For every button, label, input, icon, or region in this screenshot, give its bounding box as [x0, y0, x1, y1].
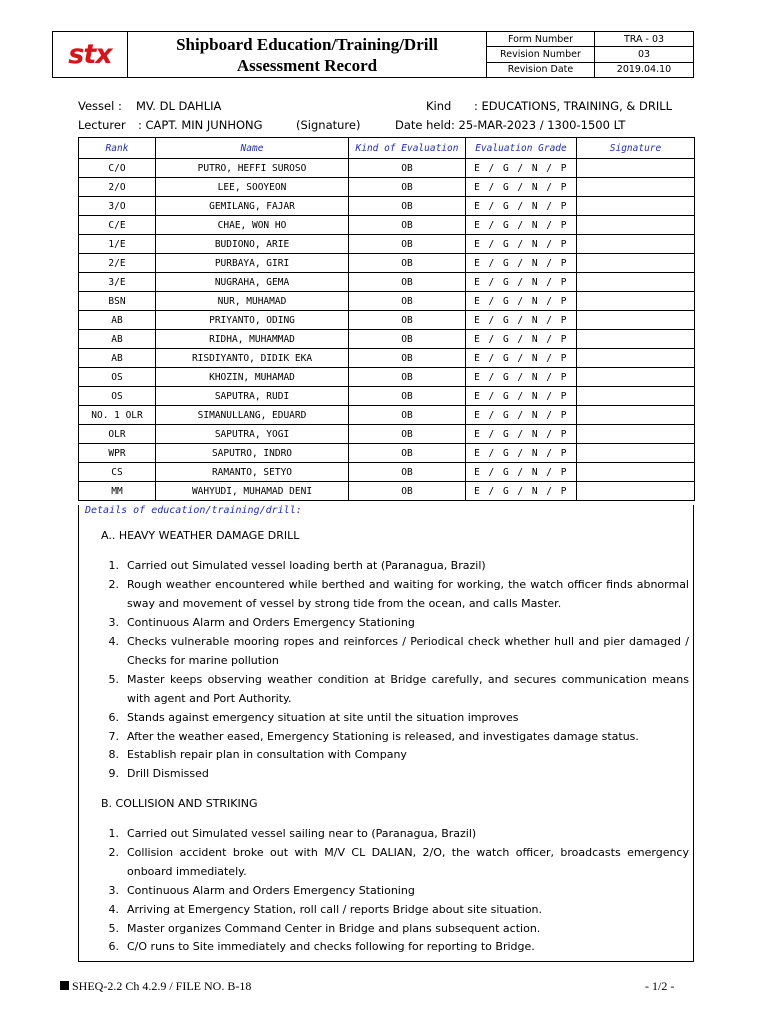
- grade-cell: E / G / N / P: [466, 368, 577, 387]
- footer-reference-text: SHEQ-2.2 Ch 4.2.9 / FILE NO. B-18: [72, 979, 252, 993]
- name-header: Name: [156, 138, 349, 159]
- grade-cell: E / G / N / P: [466, 444, 577, 463]
- form-number-label: Form Number: [487, 32, 595, 46]
- evaluation-kind-cell: OB: [349, 482, 466, 501]
- table-row: [79, 406, 695, 425]
- grade-cell: E / G / N / P: [466, 197, 577, 216]
- date-held-label: Date held: [395, 118, 452, 132]
- name-cell: GEMILANG, FAJAR: [156, 197, 349, 216]
- grade-cell: E / G / N / P: [466, 159, 577, 178]
- step-a-2: 2. Rough weather encountered while berthed and waiting for working, the watch officer finds abnormal sway and movement of vessel by strong tide from the ocean, and calls Master.: [108, 578, 689, 610]
- name-cell: BUDIONO, ARIE: [156, 235, 349, 254]
- evaluation-kind-cell: OB: [349, 425, 466, 444]
- name-cell: RAMANTO, SETYO: [156, 463, 349, 482]
- evaluation-kind-cell: OB: [349, 273, 466, 292]
- signature-cell[interactable]: [577, 197, 695, 216]
- name-cell: RISDIYANTO, DIDIK EKA: [156, 349, 349, 368]
- name-cell: CHAE, WON HO: [156, 216, 349, 235]
- kind-value: : EDUCATIONS, TRAINING, & DRILL: [474, 99, 673, 113]
- grade-cell: E / G / N / P: [466, 349, 577, 368]
- grade-cell: E / G / N / P: [466, 482, 577, 501]
- table-row: [79, 292, 695, 311]
- section-a-heading: A.. HEAVY WEATHER DAMAGE DRILL: [101, 529, 300, 542]
- evaluation-kind-cell: OB: [349, 349, 466, 368]
- signature-cell[interactable]: [577, 463, 695, 482]
- form-number-value: TRA - 03: [623, 33, 665, 45]
- revision-date-value: 2019.04.10: [616, 64, 672, 76]
- form-meta-table: [487, 32, 693, 77]
- evaluation-kind-cell: OB: [349, 292, 466, 311]
- table-row: [79, 387, 695, 406]
- name-cell: LEE, SOOYEON: [156, 178, 349, 197]
- name-cell: PURBAYA, GIRI: [156, 254, 349, 273]
- grade-cell: E / G / N / P: [466, 330, 577, 349]
- step-b-5: 5. Master organizes Command Center in Bridge and plans subsequent action.: [108, 922, 541, 935]
- name-cell: SIMANULLANG, EDUARD: [156, 406, 349, 425]
- evaluation-grade-header: Evaluation Grade: [466, 138, 577, 159]
- evaluation-kind-cell: OB: [349, 159, 466, 178]
- evaluation-kind-cell: OB: [349, 368, 466, 387]
- table-row: [79, 159, 695, 178]
- step-b-3: 3. Continuous Alarm and Orders Emergency Stationing: [108, 884, 415, 897]
- date-held-value: : 25-MAR-2023 / 1300-1500 LT: [451, 118, 626, 132]
- rank-cell: OS: [79, 368, 156, 387]
- attendance-table: [78, 137, 695, 501]
- table-row: [79, 444, 695, 463]
- rank-cell: 1/E: [79, 235, 156, 254]
- grade-cell: E / G / N / P: [466, 406, 577, 425]
- document-title-line-2: Assessment Record: [236, 55, 378, 75]
- grade-cell: E / G / N / P: [466, 292, 577, 311]
- rank-cell: OLR: [79, 425, 156, 444]
- step-b-2: 2. Collision accident broke out with M/V CL DALIAN, 2/O, the watch officer, broadcasts emergency onboard immediately.: [108, 846, 689, 878]
- lecturer-label: Lecturer: [78, 118, 126, 132]
- evaluation-kind-cell: OB: [349, 254, 466, 273]
- name-cell: SAPUTRA, RUDI: [156, 387, 349, 406]
- evaluation-kind-cell: OB: [349, 235, 466, 254]
- evaluation-kind-cell: OB: [349, 197, 466, 216]
- signature-cell[interactable]: [577, 254, 695, 273]
- step-b-6: 6. C/O runs to Site immediately and checks following for reporting to Bridge.: [108, 940, 535, 953]
- details-title: Details of education/training/drill:: [85, 505, 302, 516]
- step-a-4: 4. Checks vulnerable mooring ropes and reinforces / Periodical check whether hull and pier damaged / Checks for marine pollution: [108, 635, 689, 667]
- evaluation-kind-cell: OB: [349, 463, 466, 482]
- signature-cell[interactable]: [577, 349, 695, 368]
- signature-cell[interactable]: [577, 368, 695, 387]
- grade-cell: E / G / N / P: [466, 235, 577, 254]
- details-box: [78, 505, 694, 962]
- table-row: [79, 235, 695, 254]
- section-b-heading: B. COLLISION AND STRIKING: [101, 797, 258, 810]
- name-cell: NUGRAHA, GEMA: [156, 273, 349, 292]
- table-row: [79, 197, 695, 216]
- name-cell: SAPUTRO, INDRO: [156, 444, 349, 463]
- table-row: [79, 349, 695, 368]
- table-row: [79, 368, 695, 387]
- square-bullet-icon: [60, 981, 69, 990]
- table-row: [79, 463, 695, 482]
- rank-cell: BSN: [79, 292, 156, 311]
- name-cell: PUTRO, HEFFI SUROSO: [156, 159, 349, 178]
- revision-number-row: [487, 47, 693, 62]
- signature-cell[interactable]: [577, 273, 695, 292]
- vessel-value: MV. DL DAHLIA: [136, 99, 222, 113]
- evaluation-kind-cell: OB: [349, 406, 466, 425]
- table-row: [79, 482, 695, 501]
- rank-cell: AB: [79, 311, 156, 330]
- rank-cell: 2/E: [79, 254, 156, 273]
- signature-cell[interactable]: [577, 216, 695, 235]
- name-cell: KHOZIN, MUHAMAD: [156, 368, 349, 387]
- rank-cell: AB: [79, 330, 156, 349]
- grade-cell: E / G / N / P: [466, 425, 577, 444]
- name-cell: RIDHA, MUHAMMAD: [156, 330, 349, 349]
- step-a-6: 6. Stands against emergency situation at site until the situation improves: [108, 711, 519, 724]
- table-row: [79, 254, 695, 273]
- step-b-4: 4. Arriving at Emergency Station, roll call / reports Bridge about site situation.: [108, 903, 543, 916]
- signature-cell[interactable]: [577, 311, 695, 330]
- evaluation-kind-cell: OB: [349, 330, 466, 349]
- signature-cell[interactable]: [577, 159, 695, 178]
- kind-of-evaluation-header: Kind of Evaluation: [349, 138, 466, 159]
- table-row: [79, 273, 695, 292]
- rank-cell: C/O: [79, 159, 156, 178]
- rank-cell: NO. 1 OLR: [79, 406, 156, 425]
- grade-cell: E / G / N / P: [466, 254, 577, 273]
- rank-cell: WPR: [79, 444, 156, 463]
- signature-cell[interactable]: [577, 178, 695, 197]
- revision-number-label: Revision Number: [487, 47, 595, 61]
- grade-cell: E / G / N / P: [466, 311, 577, 330]
- evaluation-kind-cell: OB: [349, 216, 466, 235]
- lecturer-value: : CAPT. MIN JUNHONG: [138, 118, 263, 132]
- signature-cell[interactable]: [577, 482, 695, 501]
- rank-cell: OS: [79, 387, 156, 406]
- page-number: - 1/2 -: [645, 979, 675, 993]
- signature-cell[interactable]: [577, 444, 695, 463]
- document-title-line-1: Shipboard Education/Training/Drill: [176, 34, 438, 54]
- step-a-5: 5. Master keeps observing weather condition at Bridge carefully, and secures communication means with agent and Port Authority.: [108, 673, 689, 705]
- signature-cell[interactable]: [577, 425, 695, 444]
- signature-cell[interactable]: [577, 406, 695, 425]
- step-a-7: 7. After the weather eased, Emergency Stationing is released, and investigates damage status.: [108, 730, 639, 743]
- grade-cell: E / G / N / P: [466, 178, 577, 197]
- table-row: [79, 330, 695, 349]
- grade-cell: E / G / N / P: [466, 387, 577, 406]
- vessel-label: Vessel :: [78, 99, 122, 113]
- evaluation-kind-cell: OB: [349, 444, 466, 463]
- name-cell: PRIYANTO, ODING: [156, 311, 349, 330]
- rank-header: Rank: [79, 138, 156, 159]
- signature-cell[interactable]: [577, 235, 695, 254]
- revision-date-label: Revision Date: [487, 63, 595, 77]
- grade-cell: E / G / N / P: [466, 216, 577, 235]
- form-header: [52, 31, 694, 78]
- signature-label: (Signature): [296, 118, 361, 132]
- rank-cell: CS: [79, 463, 156, 482]
- evaluation-kind-cell: OB: [349, 387, 466, 406]
- grade-cell: E / G / N / P: [466, 463, 577, 482]
- footer-reference: [60, 979, 251, 994]
- grade-cell: E / G / N / P: [466, 273, 577, 292]
- name-cell: NUR, MUHAMAD: [156, 292, 349, 311]
- table-row: [79, 425, 695, 444]
- step-a-1: 1. Carried out Simulated vessel loading berth at (Paranagua, Brazil): [108, 559, 486, 572]
- rank-cell: AB: [79, 349, 156, 368]
- table-row: [79, 311, 695, 330]
- logo-cell: [53, 32, 128, 77]
- evaluation-kind-cell: OB: [349, 311, 466, 330]
- signature-cell[interactable]: [577, 330, 695, 349]
- form-number-row: [487, 32, 693, 47]
- name-cell: SAPUTRA, YOGI: [156, 425, 349, 444]
- rank-cell: MM: [79, 482, 156, 501]
- signature-header: Signature: [577, 138, 695, 159]
- table-row: [79, 178, 695, 197]
- rank-cell: 3/O: [79, 197, 156, 216]
- table-row: [79, 216, 695, 235]
- signature-cell[interactable]: [577, 292, 695, 311]
- rank-cell: 2/O: [79, 178, 156, 197]
- title-cell: [128, 32, 487, 77]
- signature-cell[interactable]: [577, 387, 695, 406]
- step-b-1: 1. Carried out Simulated vessel sailing near to (Paranagua, Brazil): [108, 827, 477, 840]
- rank-cell: C/E: [79, 216, 156, 235]
- kind-label: Kind: [426, 99, 452, 113]
- revision-date-row: [487, 63, 693, 77]
- step-a-9: 9. Drill Dismissed: [108, 767, 209, 780]
- name-cell: WAHYUDI, MUHAMAD DENI: [156, 482, 349, 501]
- rank-cell: 3/E: [79, 273, 156, 292]
- revision-number-value: 03: [637, 48, 651, 60]
- step-a-3: 3. Continuous Alarm and Orders Emergency Stationing: [108, 616, 415, 629]
- stx-logo: stx: [68, 39, 112, 70]
- table-header-row: [79, 138, 695, 159]
- evaluation-kind-cell: OB: [349, 178, 466, 197]
- step-a-8: 8. Establish repair plan in consultation with Company: [108, 748, 407, 761]
